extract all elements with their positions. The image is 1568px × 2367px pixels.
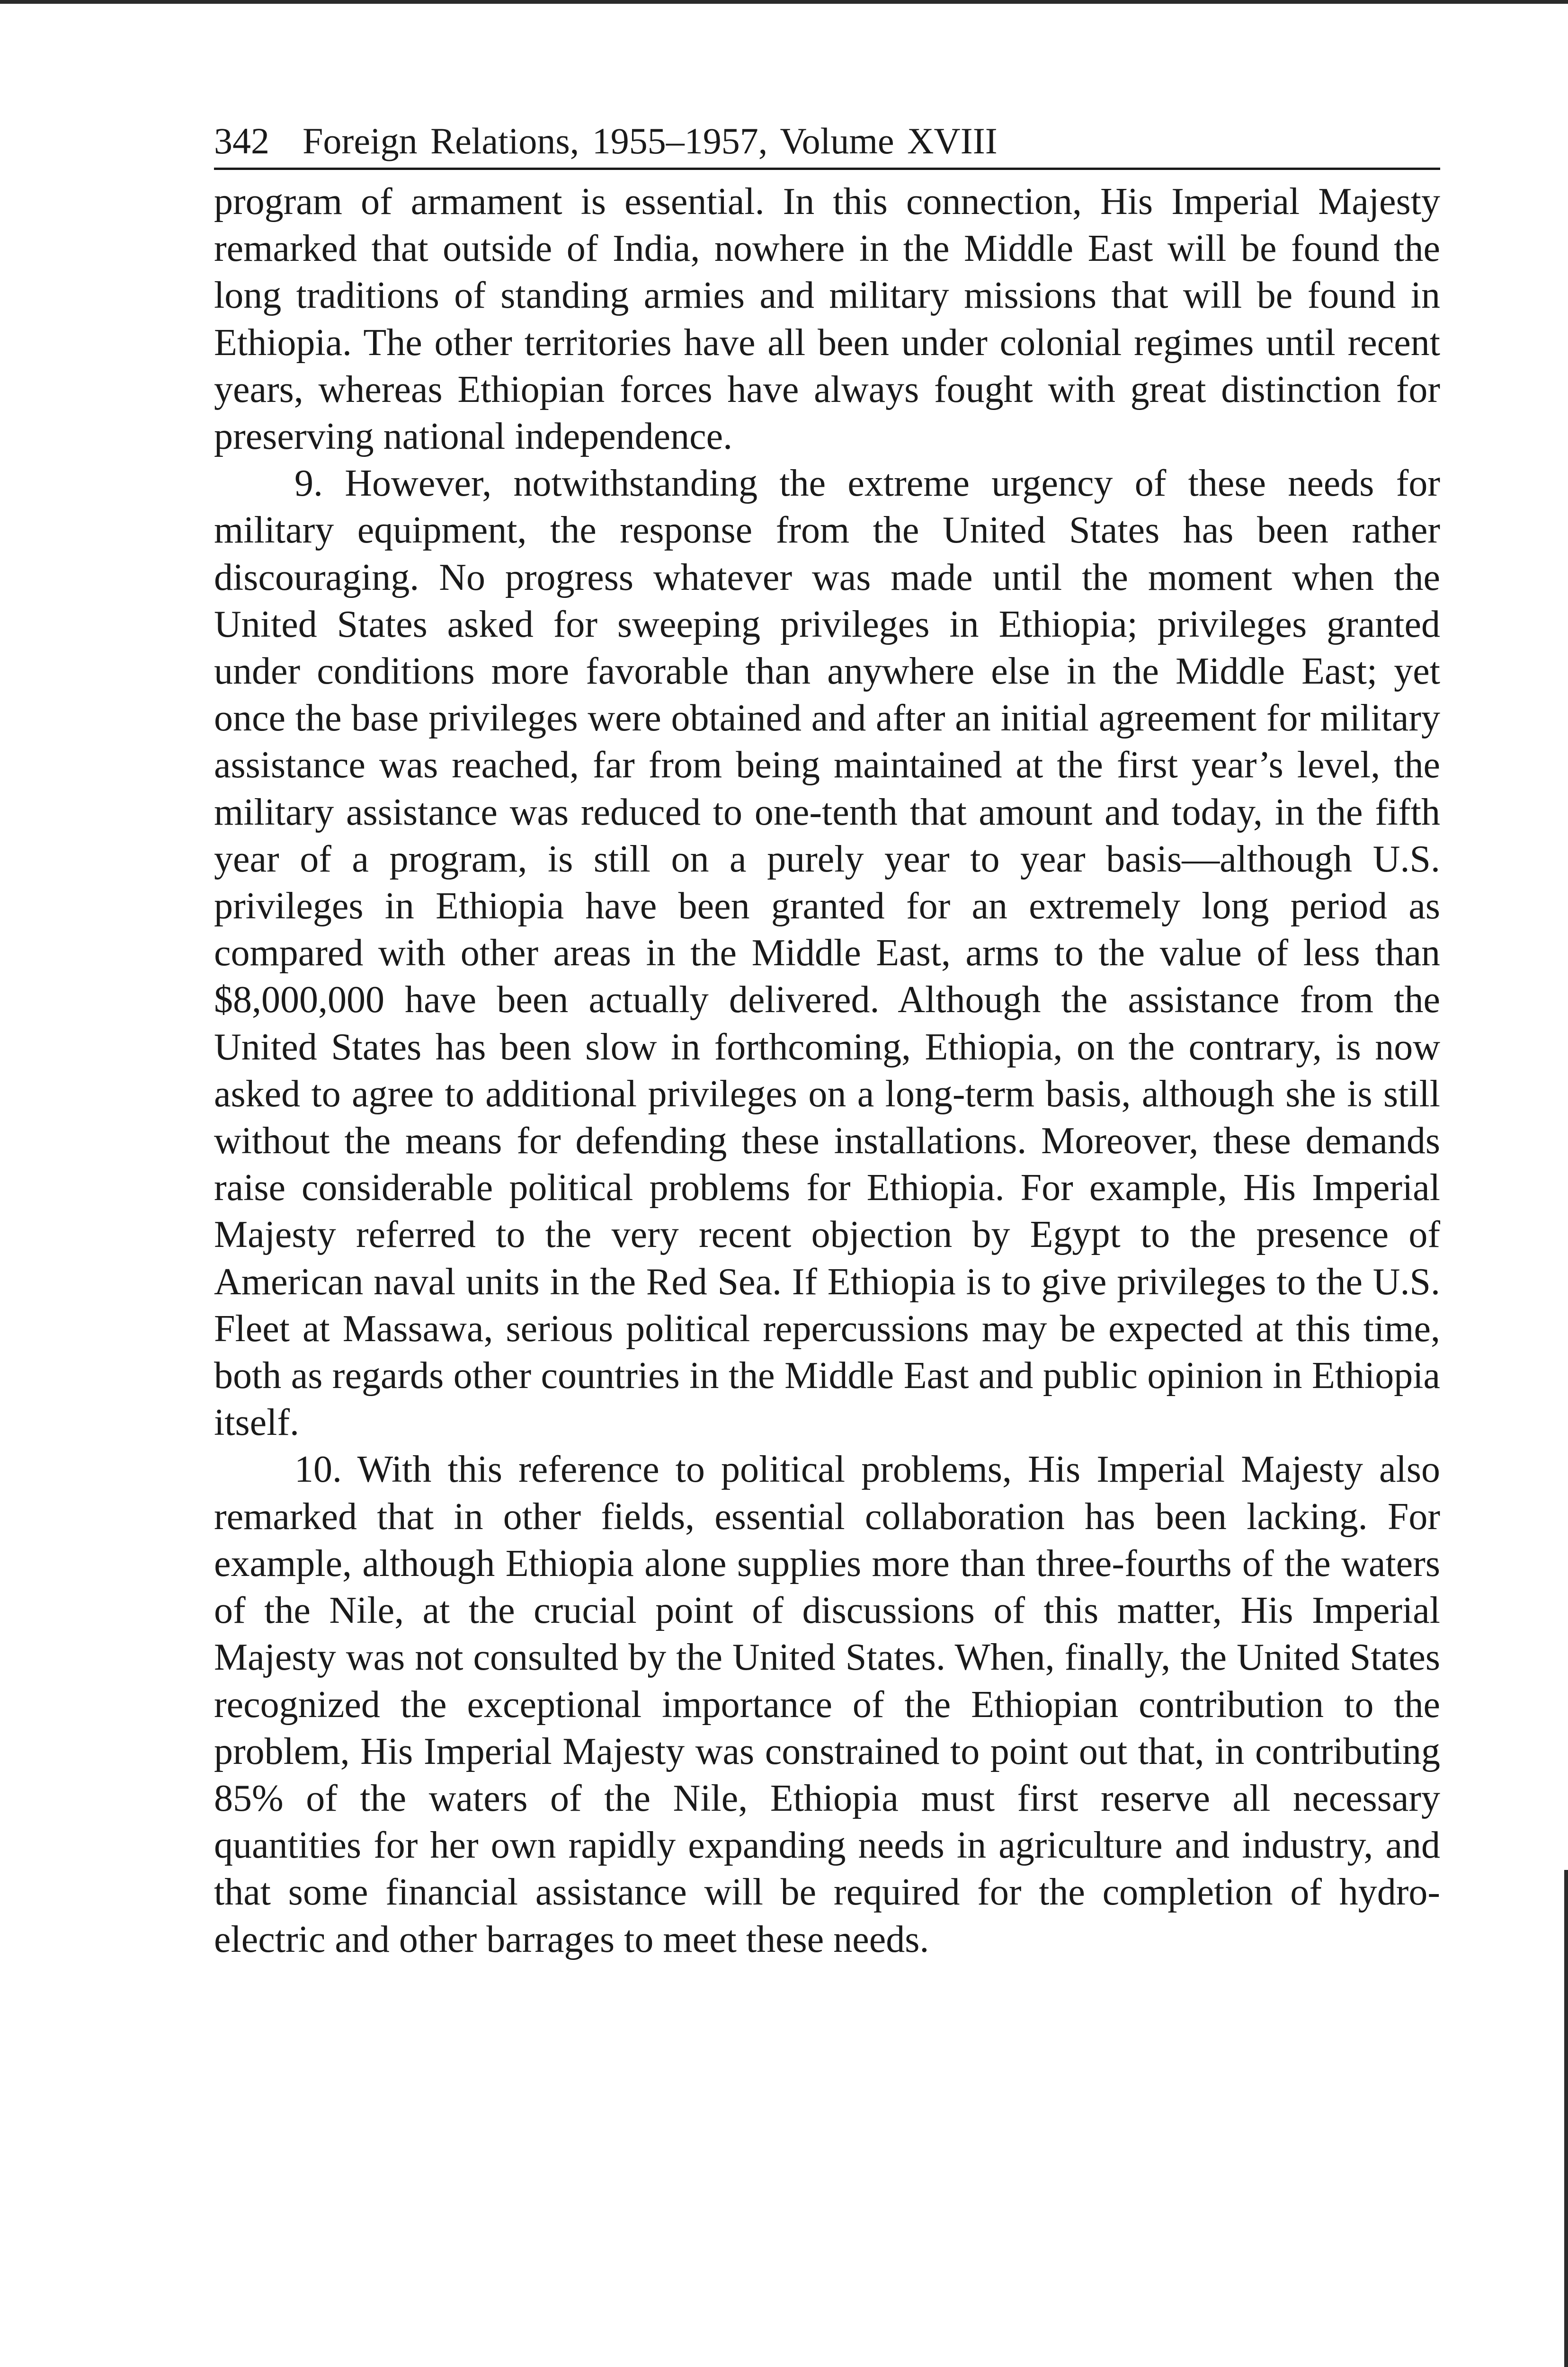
body-text xyxy=(214,178,1440,1963)
scan-top-edge xyxy=(0,0,1568,4)
page-number: 342 xyxy=(214,120,269,161)
document-page xyxy=(214,118,1440,1963)
paragraph-8-continued: program of armament is essential. In this connection, His Imperial Majesty remarked that outside of India, nowhere in the Middle East will be found the long traditions of standing armies and military missions that will be found in Ethiopia. The other territories have all been under colonial regimes until recent years, whereas Ethiopian forces have always fought with great distinction for preserving national independence. xyxy=(214,181,1440,458)
paragraph-9: 9. However, notwithstanding the extreme urgency of these needs for military equipment, the response from the United States has been rather discouraging. No progress whatever was made until the moment when the United States asked for sweeping privileges in Ethiopia; privileges granted under conditions more favorable than anywhere else in the Middle East; yet once the base privileges were obtained and after an initial agreement for military assistance was reached, far from being maintained at the first year’s level, the military assistance was reduced to one-tenth that amount and today, in the fifth year of a program, is still on a purely year to year basis—although U.S. privileges in Ethiopia have been granted for an extremely long period as compared with other areas in the Middle East, arms to the value of less than $8,000,000 have been actually delivered. Although the assistance from the United States has been slow in forthcoming, Ethiopia, on the contrary, is now asked to agree to additional privileges on a long-term basis, although she is still without the means for defending these installations. Moreover, these demands raise considerable political problems for Ethiopia. For example, His Imperial Majesty referred to the very recent objection by Egypt to the presence of American naval units in the Red Sea. If Ethiopia is to give privileges to the U.S. Fleet at Massawa, serious political repercussions may be expected at this time, both as regards other countries in the Middle East and public opinion in Ethiopia itself. xyxy=(214,463,1440,1444)
scan-right-edge xyxy=(1564,1870,1568,2367)
running-head-title: Foreign Relations, 1955–1957, Volume XVIII xyxy=(303,120,998,161)
running-head xyxy=(214,118,1440,170)
paragraph-10: 10. With this reference to political problems, His Imperial Majesty also remarked that in other fields, essential collaboration has been lacking. For example, although Ethiopia alone supplies more than three-fourths of the waters of the Nile, at the crucial point of discussions of this matter, His Imperial Majesty was not consulted by the United States. When, finally, the United States recognized the exceptional importance of the Ethiopian contribution to the problem, His Imperial Majesty was constrained to point out that, in contributing 85% of the waters of the Nile, Ethiopia must first reserve all necessary quantities for her own rapidly expanding needs in agriculture and industry, and that some financial assistance will be required for the completion of hydro-electric and other barrages to meet these needs. xyxy=(214,1449,1440,1960)
